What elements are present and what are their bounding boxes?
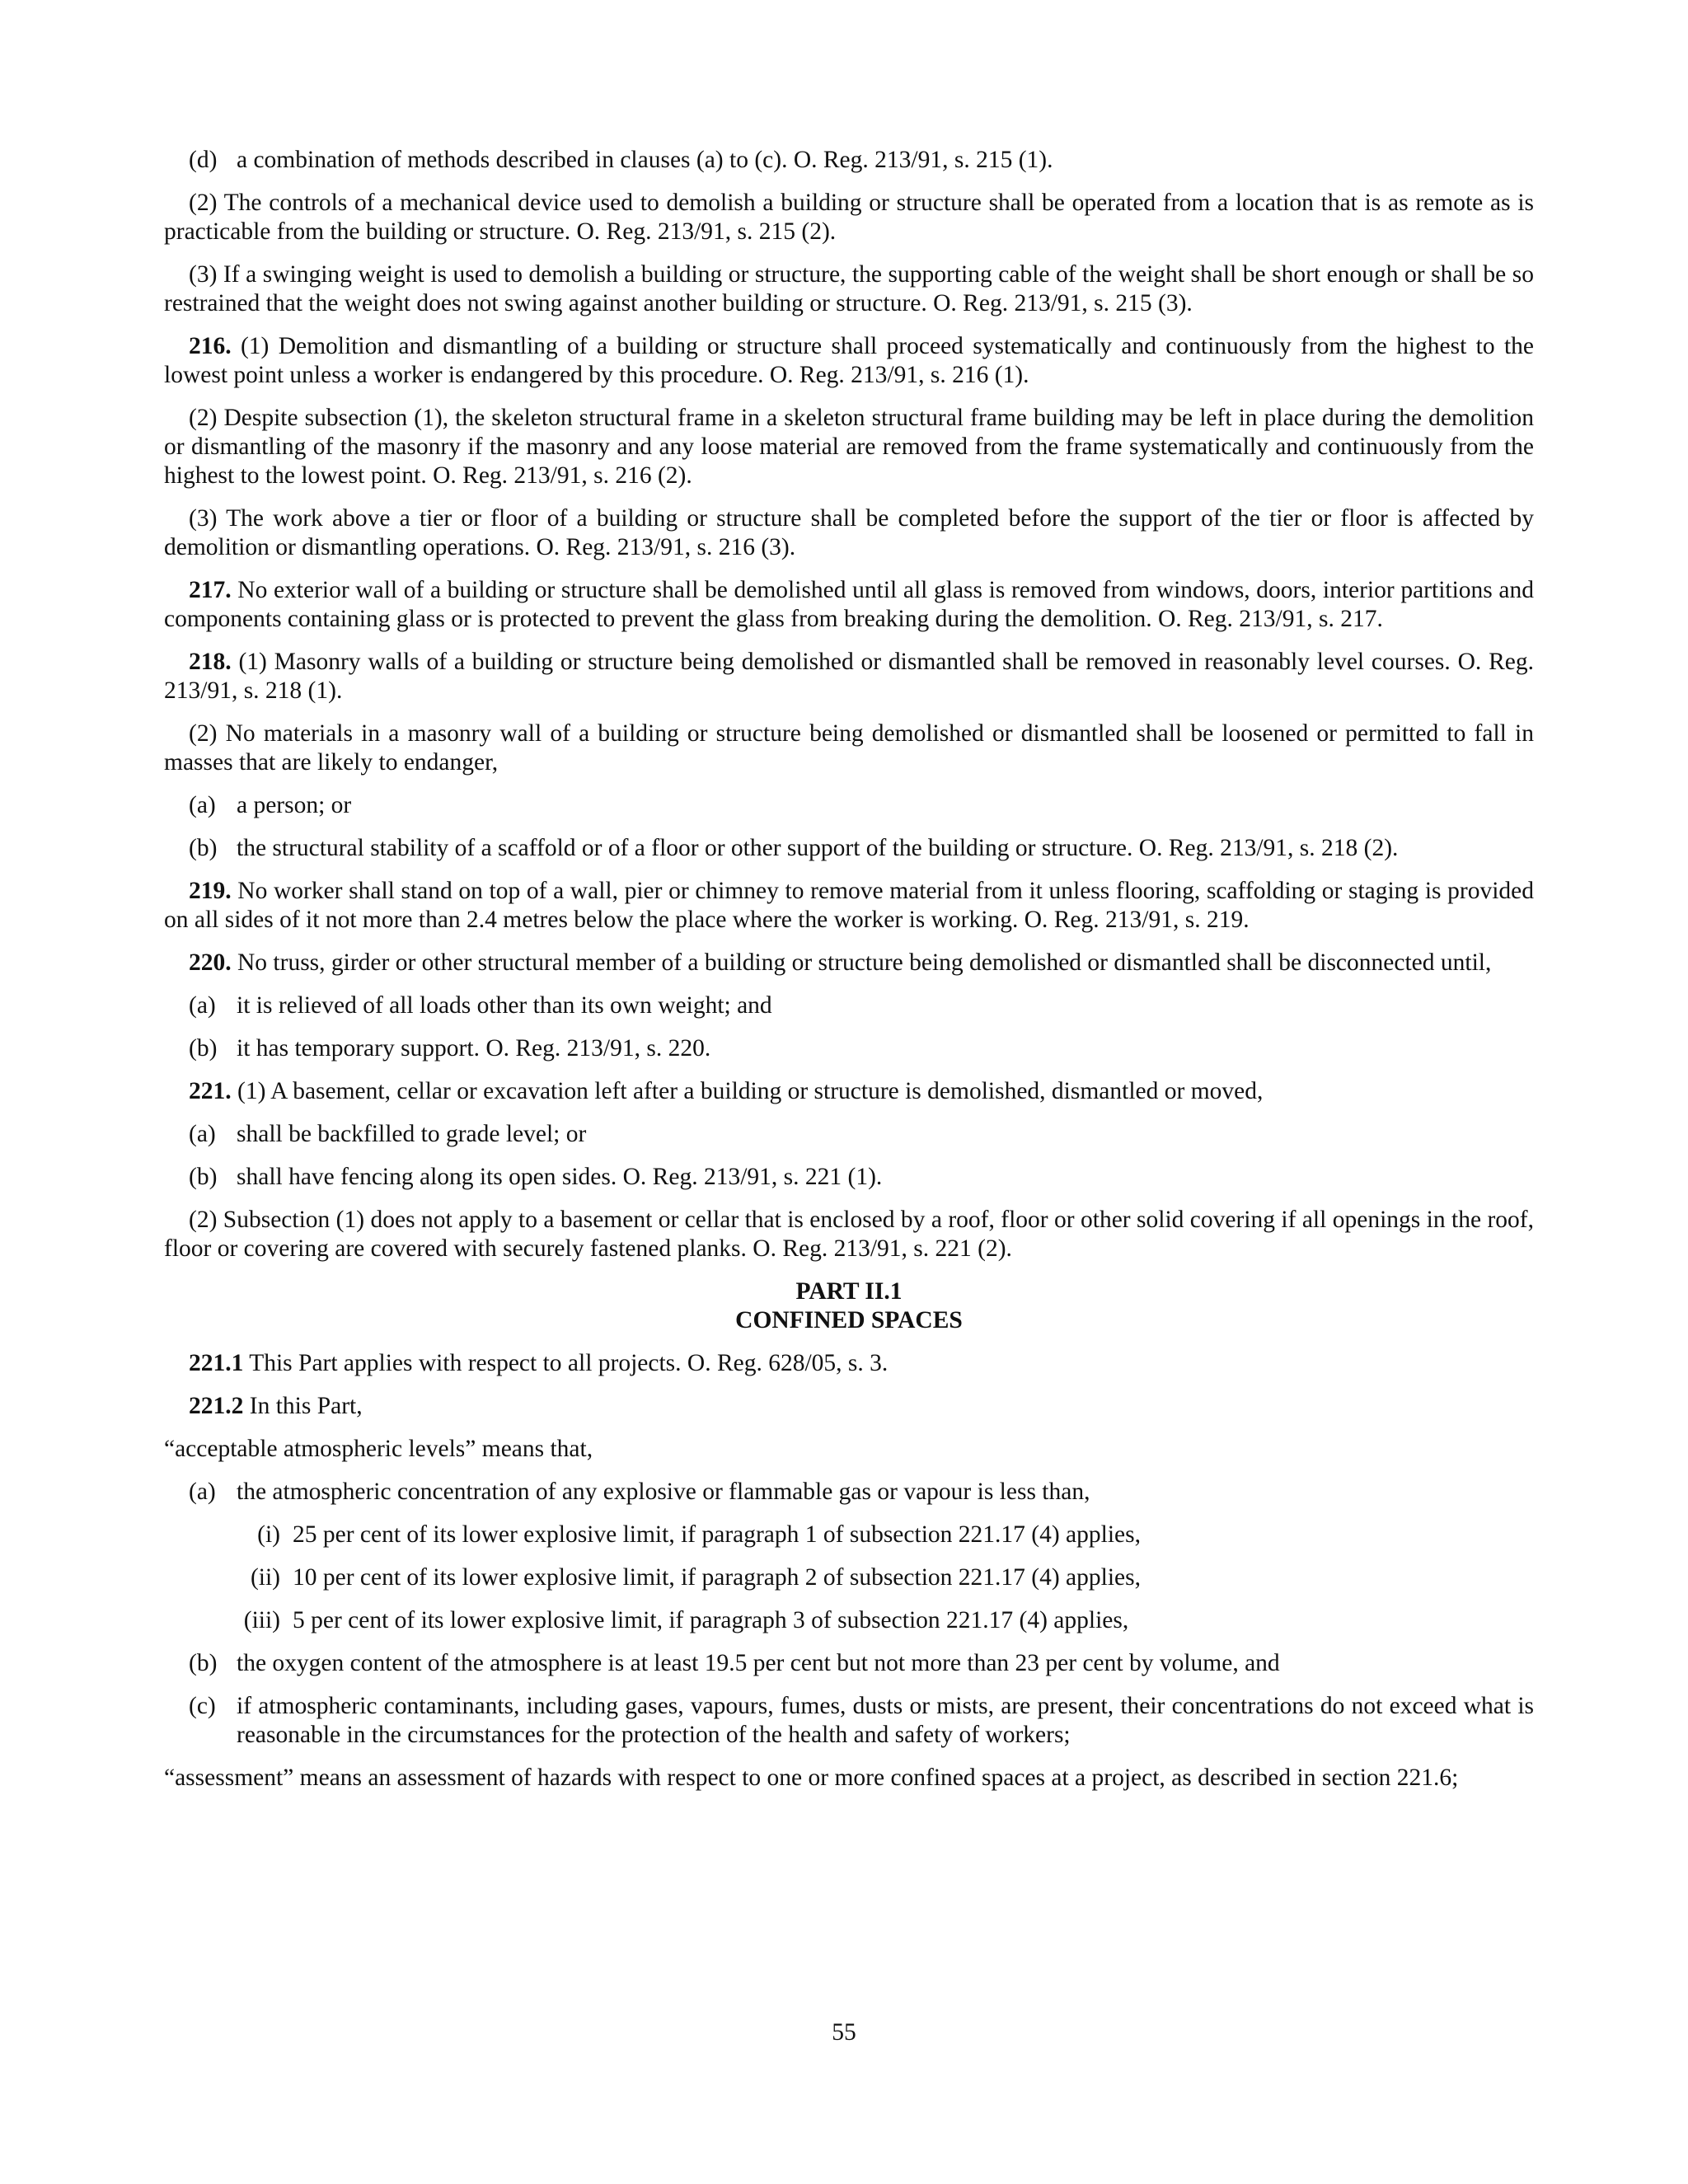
clause-text: a person; or bbox=[237, 792, 352, 818]
clause-c bbox=[164, 1692, 1534, 1750]
section-219 bbox=[164, 877, 1534, 935]
section-text: No worker shall stand on top of a wall, pier or chimney to remove material from it unless flooring, scaffolding or staging is provided on all sides of it not more than 2.4 metres below the place where the worker is working. O. Reg. 213/91, s. 219. bbox=[164, 878, 1534, 933]
clause-a bbox=[164, 991, 1534, 1020]
subclause-ii bbox=[164, 1563, 1534, 1592]
section-text: This Part applies with respect to all projects. O. Reg. 628/05, s. 3. bbox=[243, 1350, 889, 1376]
section-number: 217. bbox=[189, 577, 232, 603]
clause-label: (b) bbox=[189, 1650, 218, 1676]
clause-text: the atmospheric concentration of any explosive or flammable gas or vapour is less than, bbox=[237, 1479, 1090, 1505]
subsection-218-2: (2) No materials in a masonry wall of a building or structure being demolished or dismantled shall be loosened or permitted to fall in masses that are likely to endanger, bbox=[164, 720, 1534, 776]
clause-b bbox=[164, 1163, 1534, 1192]
clause-label: (b) bbox=[189, 1035, 218, 1062]
clause-b bbox=[164, 1649, 1534, 1678]
subclause-iii bbox=[164, 1606, 1534, 1635]
clause-text: the oxygen content of the atmosphere is at least 19.5 per cent but not more than 23 per cent by volume, and bbox=[237, 1650, 1280, 1676]
clause-label: (a) bbox=[189, 792, 216, 818]
section-text: (1) Demolition and dismantling of a building or structure shall proceed systematically and continuously from the highest to the lowest point unless a worker is endangered by this procedure. O. Reg. 213/91, s. 216 (1). bbox=[164, 333, 1534, 388]
subsection-221-2: (2) Subsection (1) does not apply to a basement or cellar that is enclosed by a roof, floor or other solid covering if all openings in the roof, floor or covering are covered with securely fastened planks. O. Reg. 213/91, s. 221 (2). bbox=[164, 1207, 1534, 1262]
section-number: 218. bbox=[189, 649, 232, 675]
clause-text: it has temporary support. O. Reg. 213/91, s. 220. bbox=[237, 1035, 711, 1062]
clause-label: (b) bbox=[189, 835, 218, 861]
clause-a bbox=[164, 1120, 1534, 1149]
section-text: (1) A basement, cellar or excavation left after a building or structure is demolished, dismantled or moved, bbox=[231, 1078, 1264, 1104]
section-221-2 bbox=[164, 1392, 1534, 1421]
subclause-i bbox=[164, 1521, 1534, 1549]
subclause-label: (ii) bbox=[250, 1564, 280, 1591]
clause-label: (a) bbox=[189, 1121, 216, 1147]
part-number: PART II.1 bbox=[795, 1278, 903, 1305]
section-text: No exterior wall of a building or structure shall be demolished until all glass is removed from windows, doors, interior partitions and components containing glass or is protected to prevent the glass from breaking during the demolition. O. Reg. 213/91, s. 217. bbox=[164, 577, 1534, 632]
subsection-216-2: (2) Despite subsection (1), the skeleton structural frame in a skeleton structural frame building may be left in place during the demolition or dismantling of the masonry if the masonry and any loose material are removed from the frame systematically and continuously from the highest to the lowest point. O. Reg. 213/91, s. 216 (2). bbox=[164, 405, 1534, 489]
subclause-text: 5 per cent of its lower explosive limit, if paragraph 3 of subsection 221.17 (4) applies, bbox=[293, 1607, 1129, 1633]
clause-label: (a) bbox=[189, 992, 216, 1019]
section-number: 221.2 bbox=[189, 1393, 244, 1419]
section-218-1 bbox=[164, 648, 1534, 705]
clause-a bbox=[164, 791, 1534, 820]
section-217 bbox=[164, 576, 1534, 634]
section-text: (1) Masonry walls of a building or structure being demolished or dismantled shall be removed in reasonably level courses. O. Reg. 213/91, s. 218 (1). bbox=[164, 649, 1534, 704]
section-text: In this Part, bbox=[243, 1393, 363, 1419]
section-number: 219. bbox=[189, 878, 232, 904]
subsection-216-3: (3) The work above a tier or floor of a building or structure shall be completed before the support of the tier or floor is affected by demolition or dismantling operations. O. Reg. 213/91, s. 216 (3). bbox=[164, 505, 1534, 560]
definition-acceptable-atmospheric-levels: “acceptable atmospheric levels” means that, bbox=[164, 1436, 593, 1462]
clause-text: the structural stability of a scaffold or of a floor or other support of the building or structure. O. Reg. 213/91, s. 218 (2). bbox=[237, 835, 1399, 861]
clause-a bbox=[164, 1478, 1534, 1507]
clause-text: shall have fencing along its open sides. O. Reg. 213/91, s. 221 (1). bbox=[237, 1164, 883, 1190]
section-number: 221.1 bbox=[189, 1350, 244, 1376]
subclause-label: (iii) bbox=[243, 1607, 280, 1633]
clause-text: a combination of methods described in clauses (a) to (c). O. Reg. 213/91, s. 215 (1). bbox=[237, 147, 1053, 173]
subclause-label: (i) bbox=[257, 1521, 280, 1548]
document-page bbox=[164, 146, 1534, 1807]
section-216-1 bbox=[164, 332, 1534, 390]
section-221-1 bbox=[164, 1077, 1534, 1106]
clause-label: (c) bbox=[189, 1693, 216, 1719]
section-text: No truss, girder or other structural member of a building or structure being demolished or dismantled shall be disconnected until, bbox=[231, 949, 1492, 976]
clause-text: it is relieved of all loads other than its own weight; and bbox=[237, 992, 772, 1019]
clause-label: (b) bbox=[189, 1164, 218, 1190]
clause-b bbox=[164, 1034, 1534, 1063]
section-220 bbox=[164, 949, 1534, 977]
subsection-215-2: (2) The controls of a mechanical device used to demolish a building or structure shall be operated from a location that is as remote as is practicable from the building or structure. O. Reg. 213/91, s. 215 (2). bbox=[164, 190, 1534, 245]
clause-text: shall be backfilled to grade level; or bbox=[237, 1121, 587, 1147]
section-number: 216. bbox=[189, 333, 232, 359]
subclause-text: 25 per cent of its lower explosive limit, if paragraph 1 of subsection 221.17 (4) applies, bbox=[293, 1521, 1141, 1548]
definition-assessment: “assessment” means an assessment of hazards with respect to one or more confined spaces at a project, as described in section 221.6; bbox=[164, 1765, 1459, 1791]
subsection-215-3: (3) If a swinging weight is used to demolish a building or structure, the supporting cable of the weight shall be short enough or shall be so restrained that the weight does not swing against another building or structure. O. Reg. 213/91, s. 215 (3). bbox=[164, 261, 1534, 316]
page-number: 55 bbox=[832, 2019, 856, 2046]
clause-label: (a) bbox=[189, 1479, 216, 1505]
clause-text: if atmospheric contaminants, including gases, vapours, fumes, dusts or mists, are present, their concentrations do not exceed what is reasonable in the circumstances for the protection of the health and safety of workers; bbox=[237, 1693, 1534, 1748]
part-heading bbox=[164, 1277, 1534, 1335]
clause-label: (d) bbox=[189, 147, 218, 173]
part-title: CONFINED SPACES bbox=[735, 1307, 963, 1333]
section-number: 221. bbox=[189, 1078, 232, 1104]
clause-b bbox=[164, 834, 1534, 863]
section-number: 220. bbox=[189, 949, 232, 976]
clause-d bbox=[164, 146, 1534, 175]
subclause-text: 10 per cent of its lower explosive limit, if paragraph 2 of subsection 221.17 (4) applies, bbox=[293, 1564, 1141, 1591]
section-221-1-part bbox=[164, 1349, 1534, 1378]
